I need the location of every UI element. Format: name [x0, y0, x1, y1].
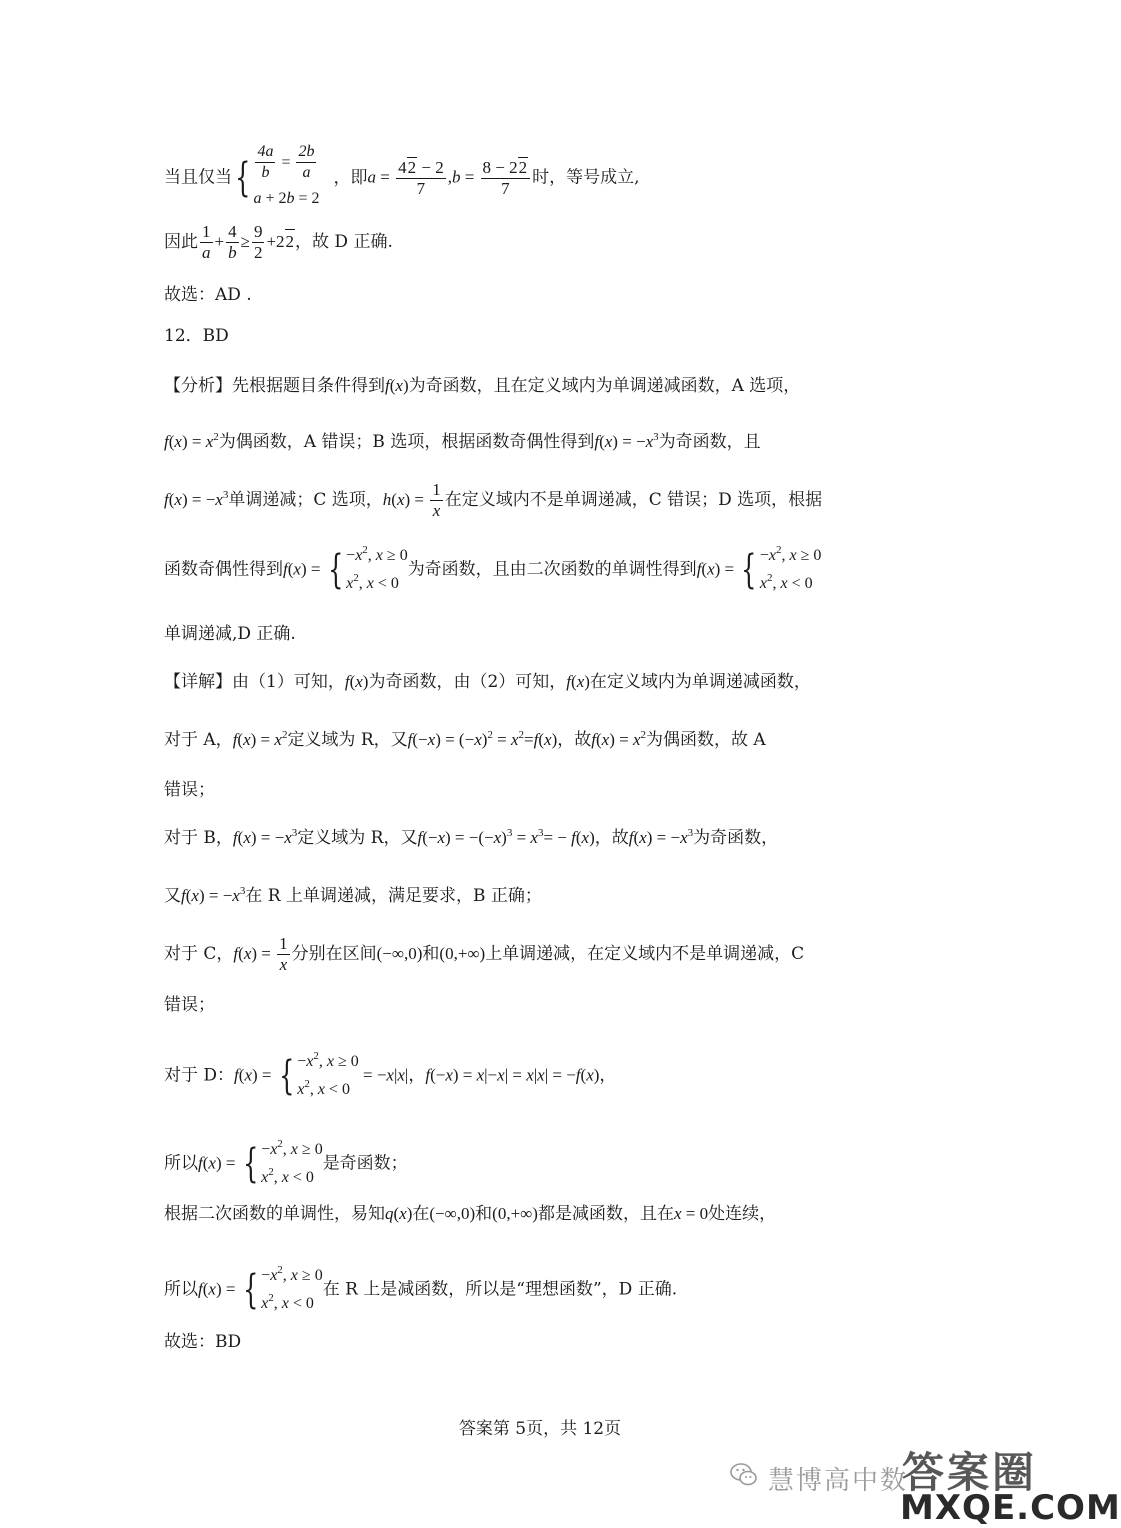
text-fragment: ，即 — [333, 167, 368, 188]
detail-option-b: 对于 B，$f(x) = -x^3$定义域为 R，又$f(-x) = -(-x)^3 = x^3= - f(x)$，故$f(x) = -x^3$为奇函数， — [164, 827, 779, 848]
detail-option-c: 对于 C，f(x) = $\frac{1}{x}$ 分别在区间(−∞,0)和(0,+∞)上单调递减，在定义域内不是单调递减，C — [164, 934, 805, 974]
watermark-text: 慧博高中数 — [768, 1466, 909, 1496]
detail-option-a: 对于 A，$f(x) = x^2$定义域为 R，又$f(-x) = (-x)^2 = x^2=f(x)$，故$f(x) = x^2$为偶函数，故 A — [164, 729, 766, 750]
text-fragment: 时，等号成立, — [532, 167, 640, 188]
detail-option-d-conclusion: 所以f(x) = { $-x^2$, x ≥ 0 $x^2$, x < 0 在 R 上是减函数，所以是“理想函数”，D 正确. — [164, 1264, 678, 1313]
b-value: $\frac{8 - 22}{7}$ — [481, 157, 531, 199]
page-footer: 答案第 5页，共 12页 — [458, 1419, 622, 1439]
answer-line: 故选：AD . — [164, 285, 252, 305]
equation-system: $\frac{4a}{b}$ = $\frac{2b}{a}$ a + 2b = 2 — [253, 143, 320, 207]
watermark-logo: 答案圈 — [902, 1448, 1038, 1497]
detail-option-d-monotonic: 根据二次函数的单调性，易知q(x)在(−∞,0)和(0,+∞)都是减函数，且在x = 0处连续， — [164, 1204, 777, 1224]
text-fragment: ，故 D 正确. — [295, 232, 393, 252]
watermark — [730, 1440, 1121, 1528]
detail-option-a-cont: 错误； — [164, 780, 215, 800]
analysis-line-5: 单调递减,D 正确. — [164, 624, 296, 644]
detail-line-1: 【详解】由（1）可知，f(x)为奇函数，由（2）可知，f(x)在定义域内为单调递减函数， — [164, 672, 811, 692]
question-number: 12．BD — [164, 326, 229, 346]
analysis-line-2: $f(x) = x^2$为偶函数，A 错误；B 选项，根据函数奇偶性得到$f(x) = -x^3$为奇函数，且 — [164, 431, 761, 452]
watermark-url: MXQE.COM — [900, 1488, 1121, 1528]
detail-option-d-odd: 所以f(x) = { $-x^2$, x ≥ 0 $x^2$, x < 0 是奇函数； — [164, 1138, 408, 1187]
analysis-line-3: $f(x) = -x^3$单调递减；C 选项，h(x) = $\frac{1}{x}$ 在定义域内不是单调递减，C 错误；D 选项，根据 — [164, 480, 823, 520]
text-fragment: 因此 — [164, 232, 198, 252]
analysis-line-4: 函数奇偶性得到f(x) = { $-x^2$, x ≥ 0 $x^2$, x < 0 为奇函数，且由二次函数的单调性得到f(x) = { $-x^2$, x ≥ 0 $x^2$, x < 0 — [164, 544, 822, 593]
detail-option-c-cont: 错误； — [164, 995, 215, 1015]
left-brace: { — [235, 155, 251, 201]
equality-condition-line: 当且仅当{ $\frac{4a}{b}$ = $\frac{2b}{a}$ a + 2b = 2 ，即a = $\frac{42 - 2}{7}$ ,b = $\frac{8 - 22}{7}$ 时，等号成立, — [164, 142, 640, 214]
wechat-icon — [730, 1462, 758, 1488]
a-value: $\frac{42 - 2}{7}$ — [398, 158, 444, 198]
text-fragment: 当且仅当 — [164, 167, 232, 188]
analysis-line-1: 【分析】先根据题目条件得到f(x)为奇函数，且在定义域内为单调递减函数，A 选项， — [164, 376, 801, 396]
conclusion-line: 因此 $\frac{1}{a}$ + $\frac{4}{b}$ ≥ $\frac{9}{2}$ +22，故 D 正确. — [164, 222, 393, 262]
final-answer: 故选：BD — [164, 1332, 242, 1352]
detail-option-b-cont: 又$f(x) = -x^3$在 R 上单调递减，满足要求，B 正确； — [164, 885, 542, 906]
detail-option-d: 对于 D：f(x) = { $-x^2$, x ≥ 0 $x^2$, x < 0 = −x|x|，f(−x) = x|−x| = x|x| = −f(x)， — [164, 1050, 617, 1099]
